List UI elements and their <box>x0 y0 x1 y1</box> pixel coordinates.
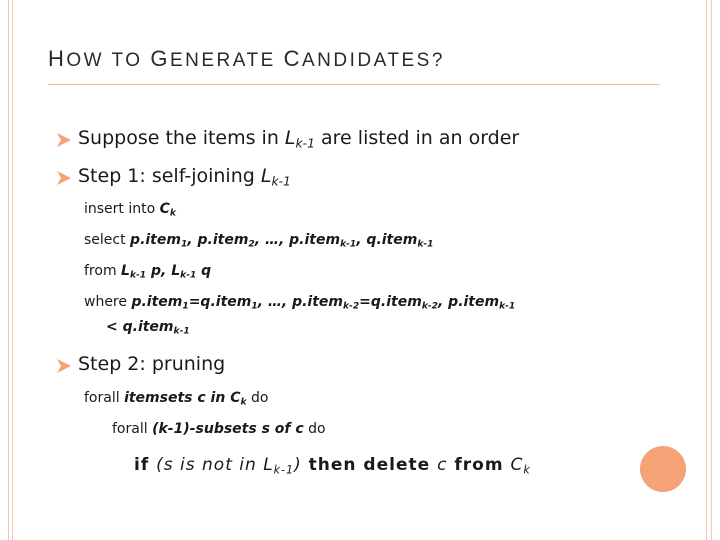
forall-itemsets-line: forall itemsets c in $C_k$ do <box>84 390 269 408</box>
bullet-step1: Step 1: self-joining $L_{k-1}$ <box>78 165 291 189</box>
frame-line-right-outer <box>711 0 712 540</box>
title-underline <box>48 84 660 85</box>
sql-from-line: from $L_{k-1}$ p, $L_{k-1}$ q <box>84 263 212 281</box>
frame-line-right-inner <box>706 0 707 540</box>
sql-select-line: select p.item$_1$, p.item$_2$, …, p.item$_{k-1}$, q.item$_{k-1}$ <box>84 232 434 250</box>
page-title: HOW TO GENERATE CANDIDATES? <box>48 46 445 71</box>
frame-line-left-outer <box>8 0 9 540</box>
arrow-bullet-icon <box>56 132 72 148</box>
decorative-circle <box>640 446 686 492</box>
if-delete-line: if (s is not in $L_{k-1}$) then delete c from $C_k$ <box>134 455 531 477</box>
sql-where-continued: < q.item$_{k-1}$ <box>106 319 190 337</box>
sql-insert-line: insert into $C_k$ <box>84 201 176 219</box>
sql-where-line: where p.item$_1$=q.item$_1$, …, p.item$_{k-2}$=q.item$_{k-2}$, p.item$_{k-1}$ <box>84 294 516 312</box>
arrow-bullet-icon <box>56 170 72 186</box>
arrow-bullet-icon <box>56 358 72 374</box>
bullet-step2: Step 2: pruning <box>78 353 226 375</box>
forall-subsets-line: forall (k-1)-subsets s of c do <box>112 421 326 437</box>
bullet-suppose: Suppose the items in $L_{k-1}$ are listed in an order <box>78 127 520 151</box>
frame-line-left-inner <box>12 0 13 540</box>
